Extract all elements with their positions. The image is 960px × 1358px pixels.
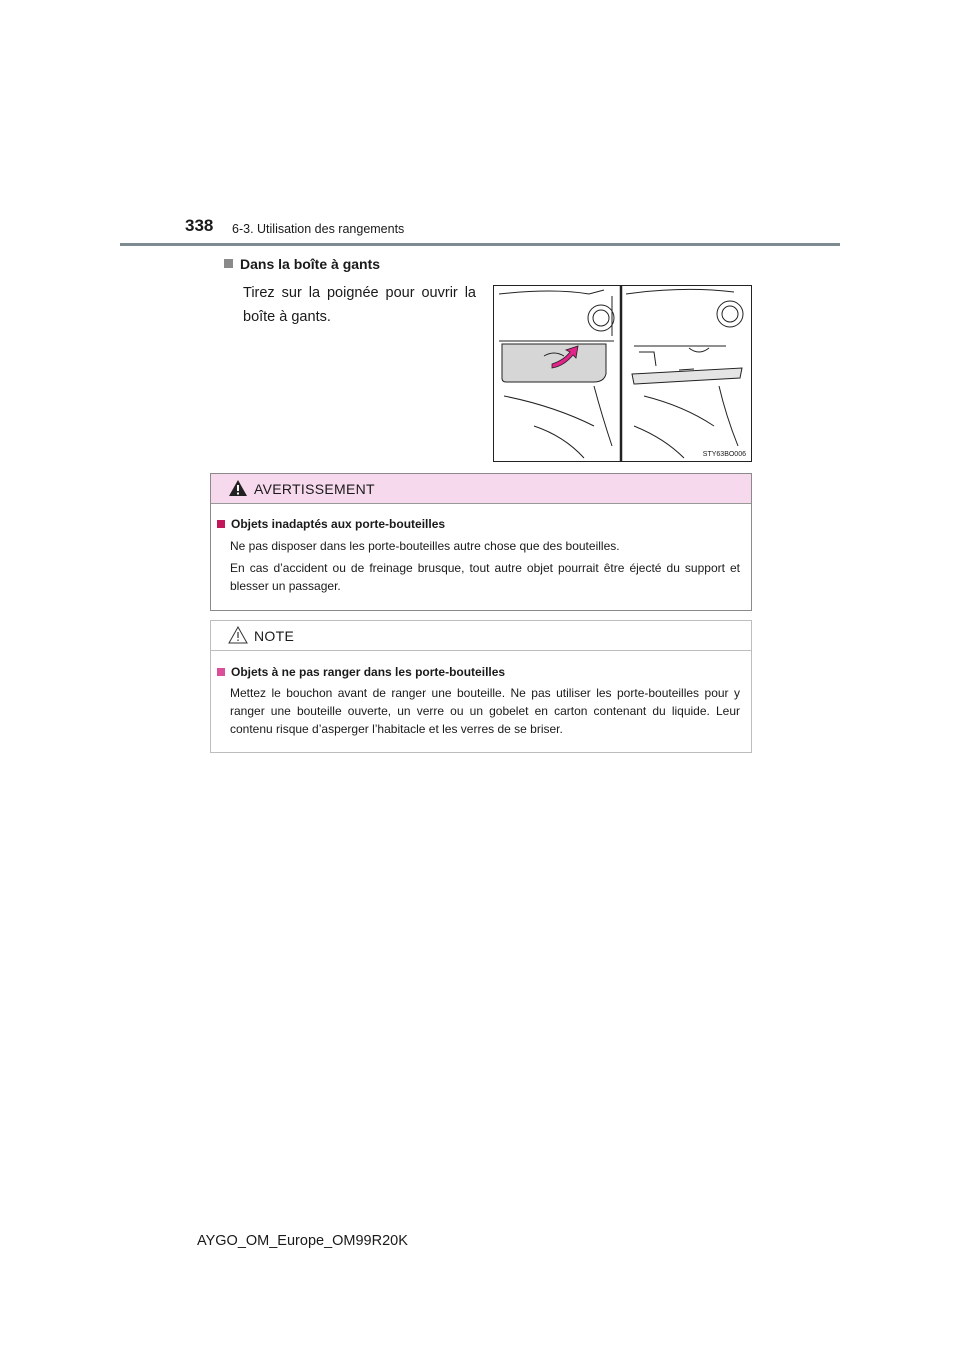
note-paragraph: Mettez le bouchon avant de ranger une bouteille. Ne pas utiliser les porte-bouteilles pour y ranger une bouteille ouverte, un verre ou un gobelet en carton contenant du liquide. Leur contenu risque d’asperger l’habitacle et les verres de se briser. (230, 686, 740, 736)
figure-code: STY63BO006 (702, 451, 746, 458)
warning-paragraph-1: Ne pas disposer dans les porte-bouteilles autre chose que des bouteilles. (230, 539, 620, 553)
warning-box (210, 473, 752, 611)
glovebox-drawing (494, 286, 751, 461)
square-bullet-icon (217, 520, 225, 528)
document-id: AYGO_OM_Europe_OM99R20K (197, 1233, 408, 1249)
note-box (210, 620, 752, 753)
square-bullet-icon (224, 259, 233, 268)
note-title: NOTE (254, 628, 295, 644)
note-header (211, 621, 751, 651)
warning-paragraph-2: En cas d’accident ou de freinage brusque, tout autre objet pourrait être éjecté du support et blesser un passager. (230, 561, 740, 593)
warning-title: AVERTISSEMENT (254, 481, 375, 497)
note-item-title-text: Objets à ne pas ranger dans les porte-bouteilles (231, 665, 506, 679)
page-number: 338 (185, 216, 214, 235)
warning-triangle-icon (228, 479, 248, 497)
glovebox-illustration (493, 285, 752, 462)
section-title: 6-3. Utilisation des rangements (232, 222, 405, 236)
warning-item-title-text: Objets inadaptés aux porte-bouteilles (231, 517, 446, 531)
warning-item-title (217, 517, 445, 531)
note-item-title (217, 665, 505, 679)
square-bullet-icon (217, 668, 225, 676)
glovebox-instruction: Tirez sur la poignée pour ouvrir la boîte à gants. (243, 285, 476, 325)
glovebox-heading-text: Dans la boîte à gants (240, 256, 381, 272)
header-rule (120, 243, 840, 246)
warning-header (211, 474, 751, 504)
caution-triangle-icon (228, 626, 248, 644)
glovebox-heading (224, 256, 380, 272)
